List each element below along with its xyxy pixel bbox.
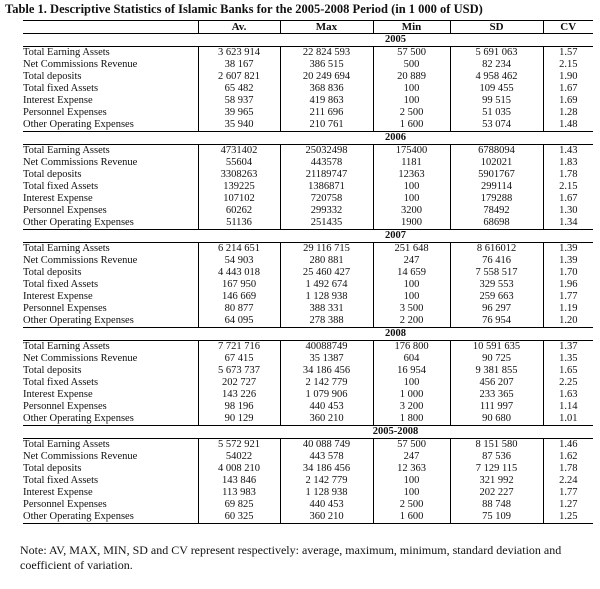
cell-sd: 6788094	[450, 145, 543, 158]
cell-sd: 7 129 115	[450, 463, 543, 475]
cell-sd: 10 591 635	[450, 341, 543, 354]
cell-max: 20 249 694	[280, 71, 373, 83]
cell-cv: 1.77	[543, 291, 593, 303]
cell-cv: 1.62	[543, 451, 593, 463]
table-body	[23, 34, 593, 524]
row-label: Total deposits	[23, 267, 82, 278]
table-row	[23, 341, 593, 354]
cell-av: 51136	[198, 217, 280, 230]
row-label: Total fixed Assets	[23, 377, 99, 388]
table-row	[23, 243, 593, 256]
cell-av: 69 825	[198, 499, 280, 511]
row-label: Total Earning Assets	[23, 341, 110, 352]
cell-sd: 109 455	[450, 83, 543, 95]
row-label: Personnel Expenses	[23, 303, 107, 314]
cell-min: 100	[373, 193, 450, 205]
cell-sd: 96 297	[450, 303, 543, 315]
row-label: Total fixed Assets	[23, 83, 99, 94]
year-header-spacer	[23, 230, 198, 243]
row-label: Net Commissions Revenue	[23, 451, 138, 462]
cell-av: 202 727	[198, 377, 280, 389]
row-label: Interest Expense	[23, 389, 93, 400]
cell-max: 34 186 456	[280, 365, 373, 377]
row-label: Total fixed Assets	[23, 475, 99, 486]
cell-cv: 1.14	[543, 401, 593, 413]
cell-cv: 1.19	[543, 303, 593, 315]
cell-sd: 202 227	[450, 487, 543, 499]
cell-max: 2 142 779	[280, 475, 373, 487]
cell-min: 100	[373, 181, 450, 193]
cell-max: 21189747	[280, 169, 373, 181]
row-label: Net Commissions Revenue	[23, 353, 138, 364]
row-label: Interest Expense	[23, 95, 93, 106]
row-label: Total deposits	[23, 463, 82, 474]
cell-max: 1 492 674	[280, 279, 373, 291]
cell-av: 58 937	[198, 95, 280, 107]
cell-av: 60 325	[198, 511, 280, 524]
row-label: Net Commissions Revenue	[23, 157, 138, 168]
cell-av: 2 607 821	[198, 71, 280, 83]
cell-av: 139225	[198, 181, 280, 193]
header-min: Min	[373, 21, 450, 34]
cell-av: 55604	[198, 157, 280, 169]
cell-min: 100	[373, 95, 450, 107]
table-row	[23, 401, 593, 413]
year-header-row	[23, 426, 593, 439]
cell-max: 1 128 938	[280, 487, 373, 499]
cell-max: 280 881	[280, 255, 373, 267]
cell-cv: 1.28	[543, 107, 593, 119]
cell-cv: 1.65	[543, 365, 593, 377]
cell-sd: 90 725	[450, 353, 543, 365]
cell-max: 440 453	[280, 401, 373, 413]
cell-sd: 321 992	[450, 475, 543, 487]
cell-max: 360 210	[280, 413, 373, 426]
cell-min: 3200	[373, 205, 450, 217]
table-row	[23, 365, 593, 377]
table-row	[23, 205, 593, 217]
cell-cv: 1.90	[543, 71, 593, 83]
table-row	[23, 463, 593, 475]
cell-sd: 5901767	[450, 169, 543, 181]
cell-sd: 329 553	[450, 279, 543, 291]
cell-cv: 1.34	[543, 217, 593, 230]
table-row	[23, 119, 593, 132]
table-row	[23, 389, 593, 401]
cell-max: 1386871	[280, 181, 373, 193]
cell-sd: 456 207	[450, 377, 543, 389]
cell-max: 25032498	[280, 145, 373, 158]
cell-max: 440 453	[280, 499, 373, 511]
cell-min: 500	[373, 59, 450, 71]
row-label: Total deposits	[23, 169, 82, 180]
cell-min: 176 800	[373, 341, 450, 354]
year-label: 2007	[198, 230, 593, 243]
cell-min: 1 000	[373, 389, 450, 401]
year-label: 2005	[198, 34, 593, 47]
cell-cv: 1.37	[543, 341, 593, 354]
cell-max: 1 079 906	[280, 389, 373, 401]
table-row	[23, 439, 593, 452]
cell-max: 388 331	[280, 303, 373, 315]
cell-sd: 53 074	[450, 119, 543, 132]
cell-max: 211 696	[280, 107, 373, 119]
cell-cv: 1.43	[543, 145, 593, 158]
cell-max: 29 116 715	[280, 243, 373, 256]
cell-max: 40 088 749	[280, 439, 373, 452]
row-label: Personnel Expenses	[23, 499, 107, 510]
cell-sd: 9 381 855	[450, 365, 543, 377]
cell-av: 7 721 716	[198, 341, 280, 354]
cell-cv: 1.01	[543, 413, 593, 426]
row-label: Other Operating Expenses	[23, 511, 198, 524]
cell-av: 143 846	[198, 475, 280, 487]
cell-max: 299332	[280, 205, 373, 217]
cell-max: 368 836	[280, 83, 373, 95]
table-row	[23, 95, 593, 107]
year-label: 2008	[198, 328, 593, 341]
row-label: Interest Expense	[23, 193, 93, 204]
cell-min: 57 500	[373, 439, 450, 452]
row-label: Other Operating Expenses	[23, 413, 134, 424]
cell-max: 25 460 427	[280, 267, 373, 279]
cell-min: 14 659	[373, 267, 450, 279]
header-row	[23, 21, 593, 34]
cell-cv: 2.25	[543, 377, 593, 389]
cell-min: 247	[373, 451, 450, 463]
descriptive-statistics-table	[23, 20, 593, 524]
year-header-row	[23, 132, 593, 145]
cell-min: 3 500	[373, 303, 450, 315]
cell-cv: 1.83	[543, 157, 593, 169]
row-label: Personnel Expenses	[23, 401, 107, 412]
cell-av: 4 008 210	[198, 463, 280, 475]
cell-cv: 2.24	[543, 475, 593, 487]
cell-min: 1 800	[373, 413, 450, 426]
cell-min: 100	[373, 279, 450, 291]
cell-sd: 68698	[450, 217, 543, 230]
cell-sd: 99 515	[450, 95, 543, 107]
cell-cv: 1.78	[543, 463, 593, 475]
cell-max: 1 128 938	[280, 291, 373, 303]
cell-min: 57 500	[373, 47, 450, 60]
cell-sd: 76 416	[450, 255, 543, 267]
cell-cv: 1.69	[543, 95, 593, 107]
cell-cv: 1.57	[543, 47, 593, 60]
cell-sd: 75 109	[450, 511, 543, 524]
row-label: Total Earning Assets	[23, 47, 110, 58]
row-label: Personnel Expenses	[23, 205, 107, 216]
cell-max: 419 863	[280, 95, 373, 107]
cell-max: 2 142 779	[280, 377, 373, 389]
cell-sd: 102021	[450, 157, 543, 169]
cell-av: 146 669	[198, 291, 280, 303]
cell-av: 98 196	[198, 401, 280, 413]
cell-min: 251 648	[373, 243, 450, 256]
table-row	[23, 169, 593, 181]
cell-sd: 90 680	[450, 413, 543, 426]
cell-cv: 1.63	[543, 389, 593, 401]
cell-min: 100	[373, 377, 450, 389]
cell-min: 2 500	[373, 107, 450, 119]
table-row	[23, 71, 593, 83]
table-row	[23, 511, 593, 524]
row-label: Net Commissions Revenue	[23, 255, 138, 266]
row-label: Total Earning Assets	[23, 145, 110, 156]
cell-sd: 4 958 462	[450, 71, 543, 83]
cell-av: 54022	[198, 451, 280, 463]
cell-cv: 1.30	[543, 205, 593, 217]
cell-cv: 1.67	[543, 83, 593, 95]
table-title: Table 1. Descriptive Statistics of Islamic Banks for the 2005-2008 Period (in 1 000 of USD)	[5, 2, 483, 16]
cell-min: 100	[373, 487, 450, 499]
table-row	[23, 181, 593, 193]
cell-sd: 179288	[450, 193, 543, 205]
row-label: Total fixed Assets	[23, 279, 99, 290]
cell-cv: 2.15	[543, 181, 593, 193]
year-header-row	[23, 230, 593, 243]
cell-min: 1900	[373, 217, 450, 230]
cell-av: 3 623 914	[198, 47, 280, 60]
row-label: Other Operating Expenses	[23, 315, 134, 326]
table-row	[23, 217, 593, 230]
year-header-spacer	[23, 34, 198, 47]
cell-av: 39 965	[198, 107, 280, 119]
cell-av: 65 482	[198, 83, 280, 95]
cell-av: 67 415	[198, 353, 280, 365]
cell-av: 35 940	[198, 119, 280, 132]
cell-av: 80 877	[198, 303, 280, 315]
cell-cv: 1.35	[543, 353, 593, 365]
cell-cv: 1.39	[543, 243, 593, 256]
cell-cv: 1.77	[543, 487, 593, 499]
cell-av: 38 167	[198, 59, 280, 71]
cell-cv: 1.48	[543, 119, 593, 132]
table-row	[23, 255, 593, 267]
cell-av: 4731402	[198, 145, 280, 158]
table-row	[23, 475, 593, 487]
cell-av: 5 572 921	[198, 439, 280, 452]
cell-cv: 1.39	[543, 255, 593, 267]
table-row	[23, 451, 593, 463]
cell-sd: 8 151 580	[450, 439, 543, 452]
cell-max: 40088749	[280, 341, 373, 354]
cell-max: 278 388	[280, 315, 373, 328]
cell-sd: 111 997	[450, 401, 543, 413]
cell-av: 64 095	[198, 315, 280, 328]
cell-sd: 8 616012	[450, 243, 543, 256]
table-row	[23, 145, 593, 158]
table-row	[23, 413, 593, 426]
cell-min: 604	[373, 353, 450, 365]
table-row	[23, 303, 593, 315]
table-row	[23, 499, 593, 511]
cell-sd: 82 234	[450, 59, 543, 71]
header-cv: CV	[543, 21, 593, 34]
row-label: Other Operating Expenses	[23, 119, 134, 130]
cell-av: 107102	[198, 193, 280, 205]
cell-av: 167 950	[198, 279, 280, 291]
cell-cv: 1.96	[543, 279, 593, 291]
cell-sd: 51 035	[450, 107, 543, 119]
cell-sd: 78492	[450, 205, 543, 217]
row-label: Total deposits	[23, 71, 82, 82]
cell-sd: 76 954	[450, 315, 543, 328]
cell-av: 6 214 651	[198, 243, 280, 256]
cell-min: 100	[373, 475, 450, 487]
table-row	[23, 193, 593, 205]
cell-av: 60262	[198, 205, 280, 217]
cell-sd: 259 663	[450, 291, 543, 303]
cell-cv: 1.70	[543, 267, 593, 279]
cell-sd: 7 558 517	[450, 267, 543, 279]
cell-max: 210 761	[280, 119, 373, 132]
table-row	[23, 315, 593, 328]
row-label: Net Commissions Revenue	[23, 59, 138, 70]
row-label: Total Earning Assets	[23, 243, 110, 254]
cell-min: 1181	[373, 157, 450, 169]
table-row	[23, 107, 593, 119]
cell-min: 1 600	[373, 511, 450, 524]
cell-av: 5 673 737	[198, 365, 280, 377]
cell-max: 443578	[280, 157, 373, 169]
year-header-row	[23, 328, 593, 341]
cell-cv: 1.78	[543, 169, 593, 181]
header-sd: SD	[450, 21, 543, 34]
cell-min: 1 600	[373, 119, 450, 132]
header-max: Max	[280, 21, 373, 34]
cell-min: 16 954	[373, 365, 450, 377]
cell-min: 3 200	[373, 401, 450, 413]
cell-av: 4 443 018	[198, 267, 280, 279]
year-header-spacer	[23, 426, 198, 439]
cell-max: 251435	[280, 217, 373, 230]
cell-min: 100	[373, 83, 450, 95]
cell-min: 2 500	[373, 499, 450, 511]
year-label: 2005-2008	[198, 426, 593, 439]
cell-sd: 233 365	[450, 389, 543, 401]
table-row	[23, 353, 593, 365]
cell-max: 443 578	[280, 451, 373, 463]
table-row	[23, 47, 593, 60]
table-row	[23, 59, 593, 71]
row-label: Total Earning Assets	[23, 439, 110, 450]
table-row	[23, 291, 593, 303]
cell-sd: 88 748	[450, 499, 543, 511]
cell-cv: 1.20	[543, 315, 593, 328]
year-header-row	[23, 34, 593, 47]
cell-max: 22 824 593	[280, 47, 373, 60]
cell-min: 175400	[373, 145, 450, 158]
cell-max: 34 186 456	[280, 463, 373, 475]
row-label: Other Operating Expenses	[23, 217, 134, 228]
table-note: Note: AV, MAX, MIN, SD and CV represent respectively: average, maximum, minimum, standard deviation and coefficient of variation.	[20, 543, 562, 572]
table-row	[23, 487, 593, 499]
year-label: 2006	[198, 132, 593, 145]
cell-sd: 87 536	[450, 451, 543, 463]
cell-sd: 5 691 063	[450, 47, 543, 60]
cell-cv: 1.46	[543, 439, 593, 452]
table-row	[23, 157, 593, 169]
table-row	[23, 267, 593, 279]
cell-cv: 1.27	[543, 499, 593, 511]
cell-min: 247	[373, 255, 450, 267]
year-header-spacer	[23, 132, 198, 145]
cell-cv: 1.67	[543, 193, 593, 205]
cell-min: 12 363	[373, 463, 450, 475]
cell-cv: 1.25	[543, 511, 593, 524]
cell-max: 720758	[280, 193, 373, 205]
cell-av: 90 129	[198, 413, 280, 426]
cell-sd: 299114	[450, 181, 543, 193]
header-label	[23, 21, 198, 34]
cell-min: 100	[373, 291, 450, 303]
cell-min: 20 889	[373, 71, 450, 83]
row-label: Personnel Expenses	[23, 107, 107, 118]
table-row	[23, 377, 593, 389]
cell-av: 3308263	[198, 169, 280, 181]
header-av: Av.	[198, 21, 280, 34]
cell-cv: 2.15	[543, 59, 593, 71]
cell-av: 143 226	[198, 389, 280, 401]
cell-min: 2 200	[373, 315, 450, 328]
row-label: Total fixed Assets	[23, 181, 99, 192]
table-row	[23, 279, 593, 291]
cell-max: 360 210	[280, 511, 373, 524]
row-label: Interest Expense	[23, 487, 93, 498]
cell-av: 113 983	[198, 487, 280, 499]
cell-av: 54 903	[198, 255, 280, 267]
year-header-spacer	[23, 328, 198, 341]
cell-max: 386 515	[280, 59, 373, 71]
row-label: Interest Expense	[23, 291, 93, 302]
cell-max: 35 1387	[280, 353, 373, 365]
row-label: Total deposits	[23, 365, 82, 376]
cell-min: 12363	[373, 169, 450, 181]
table-row	[23, 83, 593, 95]
